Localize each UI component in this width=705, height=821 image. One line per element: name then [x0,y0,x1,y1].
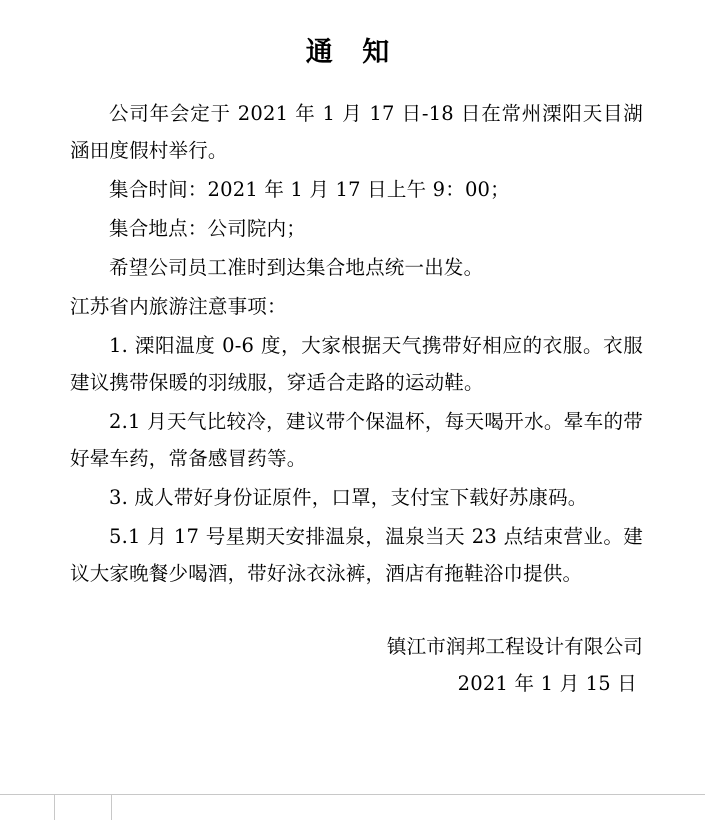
signature-block [0,628,705,702]
document-page [0,30,705,821]
paragraph-notes-heading: 江苏省内旅游注意事项： [70,295,287,318]
signature-date: 2021 年 1 月 15 日 [457,672,637,695]
paragraph-meeting-time: 集合时间：2021 年 1 月 17 日上午 9：00； [109,178,510,201]
paragraph-meeting-place: 集合地点：公司院内； [109,217,307,240]
footer-segment-left [0,795,55,820]
document-body [0,95,705,592]
page-title: 通 知 [305,37,400,68]
paragraph-note-1: 1. 溧阳温度 0-6 度，大家根据天气携带好相应的衣服。衣服建议携带保暖的羽绒服，穿适合走路的运动鞋。 [70,334,643,394]
footer-bar [0,794,705,821]
paragraph-note-4: 5.1 月 17 号星期天安排温泉，温泉当天 23 点结束营业。建议大家晚餐少喝酒，带好泳衣泳裤，酒店有拖鞋浴巾提供。 [70,525,643,585]
paragraph-announcement: 公司年会定于 2021 年 1 月 17 日-18 日在常州溧阳天目湖涵田度假村举行。 [70,102,643,162]
paragraph-note-3: 3. 成人带好身份证原件，口罩，支付宝下载好苏康码。 [109,486,588,509]
paragraph-note-2: 2.1 月天气比较冷，建议带个保温杯，每天喝开水。晕车的带好晕车药，常备感冒药等。 [70,410,643,470]
signature-company: 镇江市润邦工程设计有限公司 [386,635,643,658]
paragraph-punctuality: 希望公司员工准时到达集合地点统一出发。 [109,256,484,279]
footer-segment-right [55,795,112,820]
